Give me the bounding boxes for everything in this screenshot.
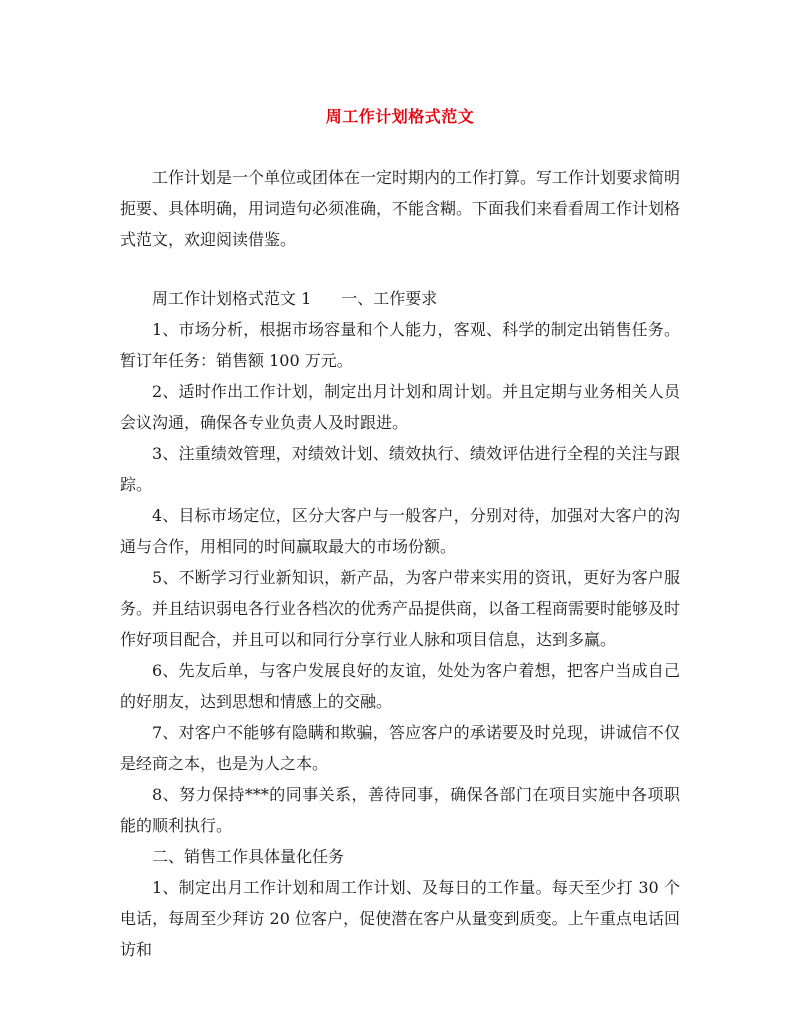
list-item: 4、目标市场定位，区分大客户与一般客户，分别对待，加强对大客户的沟通与合作，用相同的时间赢取最大的市场份额。 [120,506,680,556]
intro-paragraph: 工作计划是一个单位或团体在一定时期内的工作打算。写工作计划要求简明扼要、具体明确，用词造句必须准确，不能含糊。下面我们来看看周工作计划格式范文，欢迎阅读借鉴。 [120,168,681,249]
list-item: 3、注重绩效管理，对绩效计划、绩效执行、绩效评估进行全程的关注与跟踪。 [120,444,680,494]
section2-heading: 二、销售工作具体量化任务 [152,847,345,866]
list-item: 5、不断学习行业新知识，新产品，为客户带来实用的资讯，更好为客户服务。并且结识弱电各行业各档次的优秀产品提供商，以备工程商需要时能够及时作好项目配合，并且可以和同行分享行业人脉和项目信息，达到多赢。 [120,568,681,649]
list-item: 1、市场分析，根据市场容量和个人能力，客观、科学的制定出销售任务。暂订年任务：销售额 100 万元。 [120,320,680,370]
list-item: 1、制定出月工作计划和周工作计划、及每日的工作量。每天至少打 30 个电话，每周至少拜访 20 位客户，促使潜在客户从量变到质变。上午重点电话回访和 [120,878,680,959]
document-title: 周工作计划格式范文 [325,107,475,126]
list-item: 7、对客户不能够有隐瞒和欺骗，答应客户的承诺要及时兑现，讲诚信不仅是经商之本，也是为人之本。 [120,723,680,773]
list-item: 2、适时作出工作计划，制定出月计划和周计划。并且定期与业务相关人员会议沟通，确保各专业负责人及时跟进。 [120,382,680,432]
section1-heading: 一、工作要求 [341,289,438,308]
intro-block [120,162,680,255]
sample-heading: 周工作计划格式范文 1 [152,289,312,308]
content-block [120,283,680,965]
list-item: 6、先友后单，与客户发展良好的友谊，处处为客户着想，把客户当成自己的好朋友，达到思想和情感上的交融。 [120,661,680,711]
list-item: 8、努力保持***的同事关系，善待同事，确保各部门在项目实施中各项职能的顺利执行。 [120,785,680,835]
sample-heading-line [120,283,680,314]
